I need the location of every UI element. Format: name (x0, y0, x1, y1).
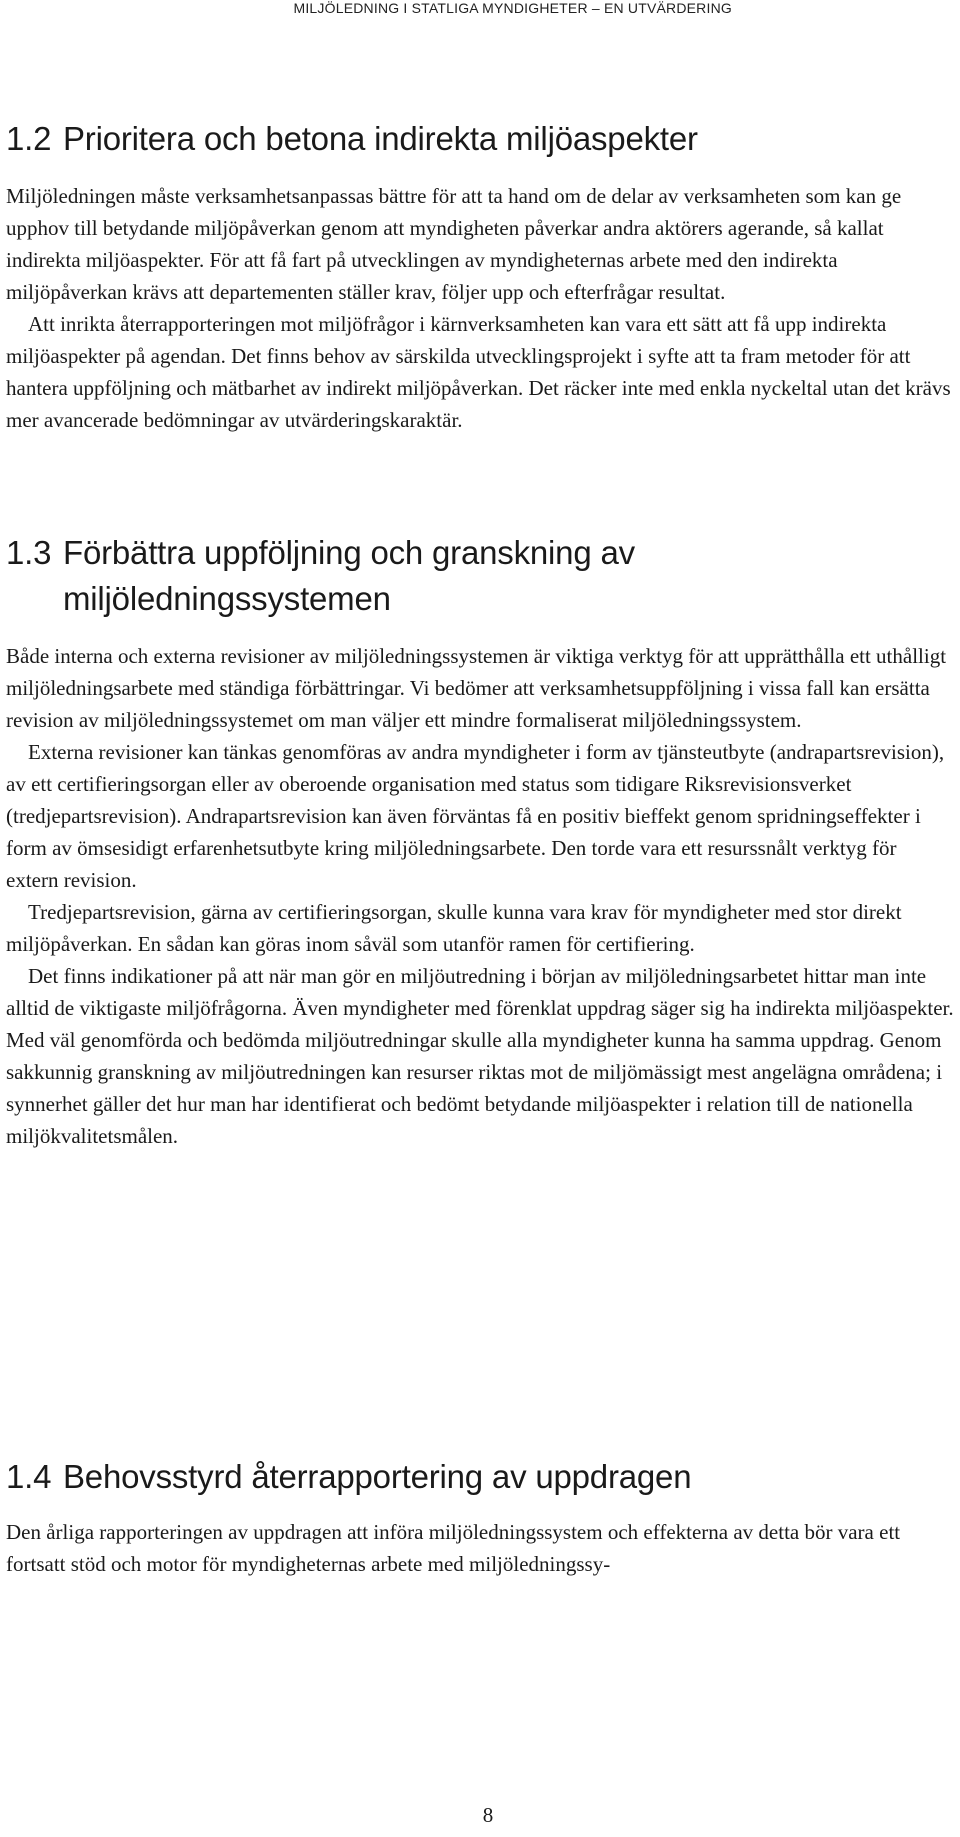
running-header: MILJÖLEDNING I STATLIGA MYNDIGHETER – EN UTVÄRDERING (293, 0, 732, 16)
paragraph: Den årliga rapporteringen av uppdragen att införa miljöledningssystem och effekterna av detta bör vara ett fortsatt stöd och motor för myndigheternas arbete med miljöledningssy- (6, 1520, 901, 1576)
page-number-text: 8 (482, 1803, 494, 1827)
paragraph: Både interna och externa revisioner av miljöledningssystemen är viktiga verktyg för att upprätthålla ett uthålligt miljöledningsarbete med ständiga förbättringar. Vi bedömer att verksamhetsuppföljning i vissa fall kan ersätta revision av miljöledningssystemet om man väljer ett mindre formaliserat miljöledningssystem. (6, 644, 947, 732)
section-body-1-4 (6, 1516, 954, 1580)
section-number: 1.2 (6, 120, 52, 157)
section-heading-1-3 (6, 530, 635, 622)
section-heading-1-4 (6, 1454, 691, 1500)
paragraph: Miljöledningen måste verksamhetsanpassas bättre för att ta hand om de delar av verksamheten som kan ge upphov till betydande miljöpåverkan genom att myndigheten påverkar andra aktörers agerande, så kallat indirekta miljöaspekter. För att få fart på utvecklingen av myndigheternas arbete med den indirekta miljöpåverkan krävs att departementen ställer krav, följer upp och efterfrågar resultat. (6, 184, 902, 304)
paragraph: Tredjepartsrevision, gärna av certifieringsorgan, skulle kunna vara krav för myndigheter med stor direkt miljöpåverkan. En sådan kan göras inom såväl som utanför ramen för certifiering. (6, 900, 902, 956)
section-number: 1.3 (6, 534, 52, 571)
section-title: Behovsstyrd återrapportering av uppdragen (63, 1458, 692, 1495)
section-body-1-3 (6, 640, 954, 1152)
paragraph: Att inrikta återrapporteringen mot miljöfrågor i kärnverksamheten kan vara ett sätt att få upp indirekta miljöaspekter på agendan. Det finns behov av särskilda utvecklingsprojekt i syfte att ta fram metoder för att hantera uppföljning och mätbarhet av indirekt miljöpåverkan. Det räcker inte med enkla nyckeltal utan det krävs mer avancerade bedömningar av utvärderingskaraktär. (6, 312, 951, 432)
section-title: Förbättra uppföljning och granskning av (63, 534, 635, 571)
section-title: Prioritera och betona indirekta miljöaspekter (63, 120, 698, 157)
page-number (0, 1802, 960, 1828)
section-title-continued: miljöledningssystemen (63, 580, 391, 617)
section-number: 1.4 (6, 1458, 52, 1495)
paragraph: Det finns indikationer på att när man gör en miljöutredning i början av miljöledningsarbetet hittar man inte alltid de viktigaste miljöfrågorna. Även myndigheter med förenklat uppdrag säger sig ha indirekta miljöaspekter. Med väl genomförda och bedömda miljöutredningar skulle alla myndigheter kunna ha samma uppdrag. Genom sakkunnig granskning av miljöutredningen kan resurser riktas mot de miljömässigt mest angelägna områdena; i synnerhet gäller det hur man har identifierat och bedömt betydande miljöaspekter i relation till de nationella miljökvalitetsmålen. (6, 964, 954, 1148)
section-body-1-2 (6, 180, 954, 436)
paragraph: Externa revisioner kan tänkas genomföras av andra myndigheter i form av tjänsteutbyte (andrapartsrevision), av ett certifieringsorgan eller av oberoende organisation med status som tidigare Riksrevisionsverket (tredjepartsrevision). Andrapartsrevision kan även förväntas få en positiv bieffekt genom spridningseffekter i form av ömsesidigt erfarenhetsutbyte kring miljöledningsarbete. Den torde vara ett resurssnålt verktyg för extern revision. (6, 740, 945, 892)
section-heading-1-2 (6, 116, 698, 162)
